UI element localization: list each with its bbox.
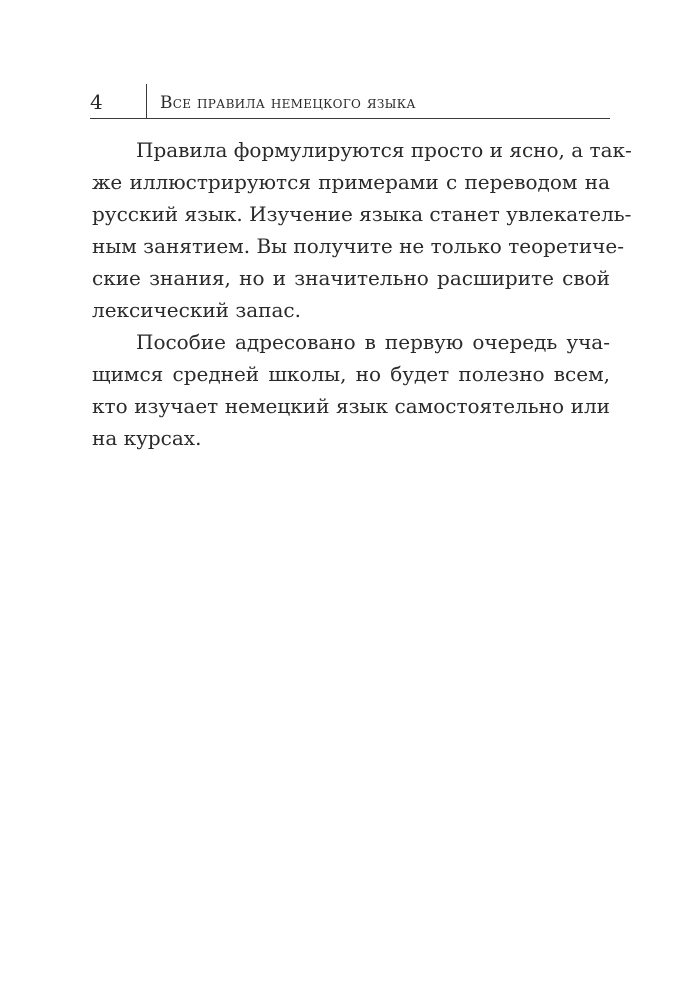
paragraph-1 (92, 134, 632, 326)
book-title: Все правила немецкого языка (160, 93, 416, 113)
body-text (92, 134, 632, 454)
text-line: же иллюстрируются примерами с переводом на (92, 170, 610, 194)
text-line: русский язык. Изучение языка станет увлекатель- (92, 202, 632, 226)
page-number: 4 (90, 90, 103, 114)
paragraph-2 (92, 326, 610, 454)
text-line: ным занятием. Вы получите не только теоретиче- (92, 234, 624, 258)
header-divider (146, 84, 147, 118)
text-line: на курсах. (92, 426, 202, 450)
text-line: Правила формулируются просто и ясно, а так- (136, 138, 632, 162)
running-header (90, 84, 610, 119)
text-line: Пособие адресовано в первую очередь уча- (136, 330, 610, 354)
text-line: ские знания, но и значительно расширите свой (92, 266, 610, 290)
text-line: кто изучает немецкий язык самостоятельно или (92, 394, 610, 418)
text-line: щимся средней школы, но будет полезно всем, (92, 362, 610, 386)
text-line: лексический запас. (92, 298, 301, 322)
